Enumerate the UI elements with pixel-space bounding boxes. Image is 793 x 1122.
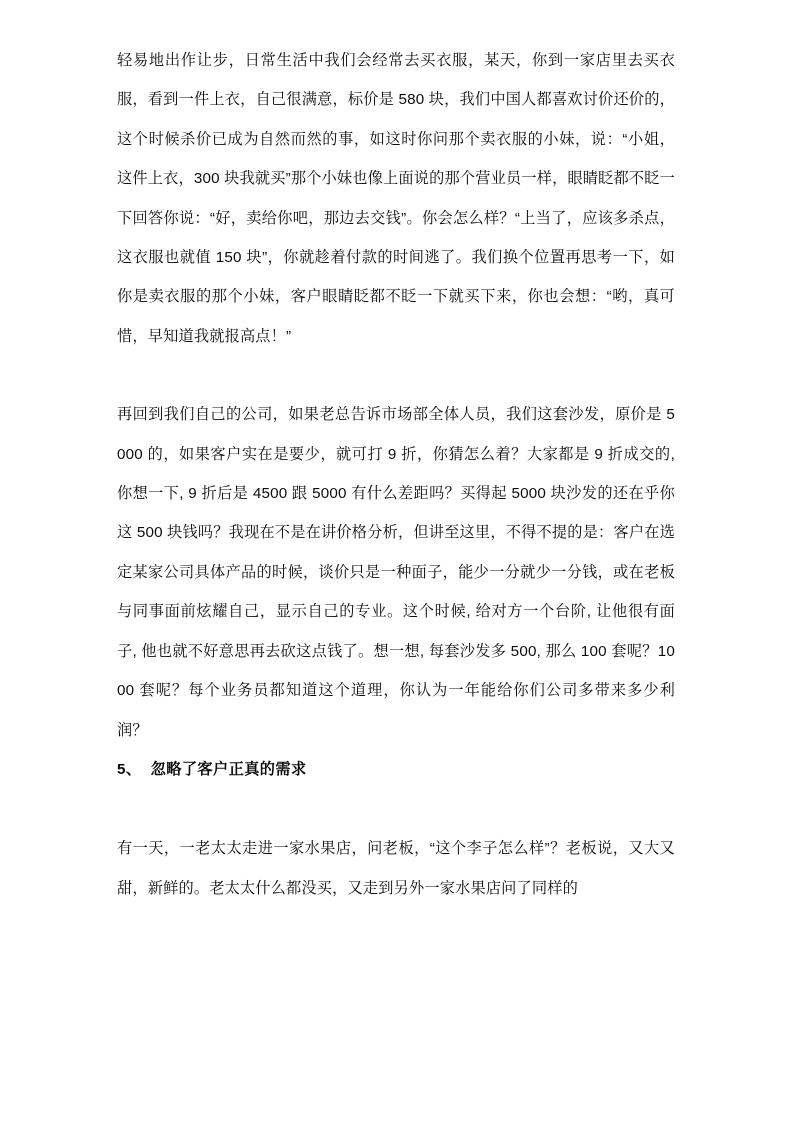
paragraph-plum-fruit-shop-story: 有一天，一老太太走进一家水果店，问老板，“这个李子怎么样”？老板说，又大又甜，新鲜的。老太太什么都没买，又走到另外一家水果店问了同样的 — [117, 840, 675, 897]
paragraph-sofa-discount-story: 再回到我们自己的公司，如果老总告诉市场部全体人员，我们这套沙发，原价是 5000 的，如果客户实在是要少，就可打 9 折，你猜怎么着？大家都是 9 折成交的, 你想一下, 9 折后是 4500 跟 5000 有什么差距吗？买得起 5000 块沙发的还在乎你这 500 块钱吗？我现在不是在讲价格分析，但讲至这里，不得不提的是：客户在选定某家公司具体产品的时候，谈价只是一种面子，能少一分就少一分钱，或在老板与同事面前炫耀自己，显示自己的专业。这个时候, 给对方一个台阶, 让他很有面子, 他也就不好意思再去砍这点钱了。想一想, 每套沙发多 500, 那么 100 套呢？1000 套呢？每个业务员都知道这个道理，你认为一年能给你们公司多带来多少利润？ — [117, 406, 675, 739]
section-heading-5: 5、 忽略了客户正真的需求 — [117, 760, 307, 778]
page-body — [117, 41, 675, 908]
paragraph-bargaining-story: 轻易地出作让步，日常生活中我们会经常去买衣服，某天，你到一家店里去买衣服，看到一件上衣，自己很满意，标价是 580 块，我们中国人都喜欢讨价还价的，这个时候杀价已成为自然而然的事，如这时你问那个卖衣服的小妹，说：“小姐，这件上衣，300 块我就买”那个小妹也像上面说的那个营业员一样，眼睛眨都不眨一下回答你说：“好，卖给你吧，那边去交钱”。你会怎么样？“上当了，应该多杀点，这衣服也就值 150 块”，你就趁着付款的时间逃了。我们换个位置再思考一下，如你是卖衣服的那个小妹，客户眼睛眨都不眨一下就买下来，你也会想：“哟，真可惜，早知道我就报高点！” — [117, 52, 676, 345]
